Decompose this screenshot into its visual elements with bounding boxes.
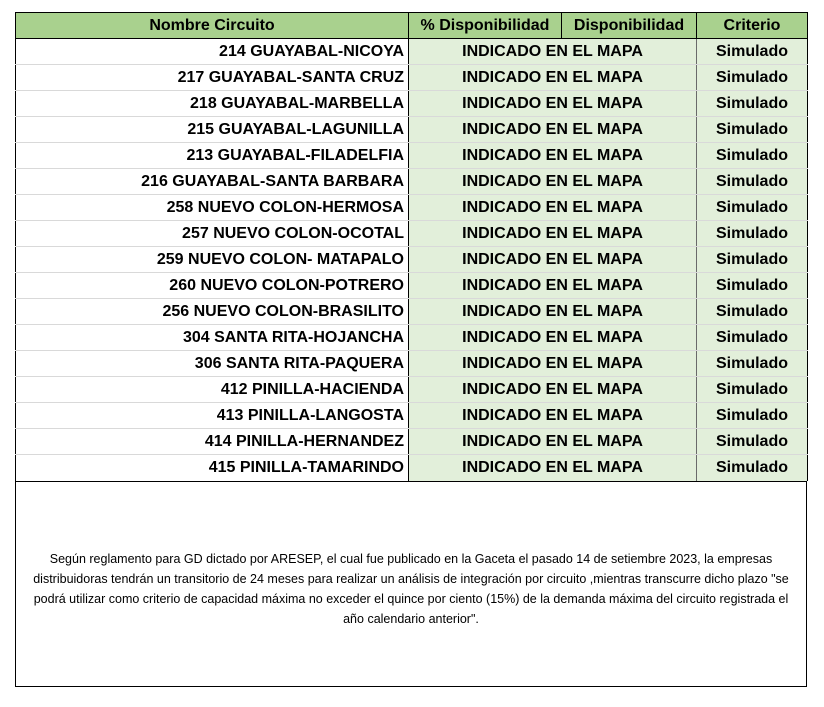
circuit-name-cell: 413 PINILLA-LANGOSTA bbox=[16, 403, 409, 429]
criterion-cell: Simulado bbox=[697, 195, 808, 221]
table-row bbox=[16, 455, 808, 481]
circuit-name-cell: 217 GUAYABAL-SANTA CRUZ bbox=[16, 65, 409, 91]
circuit-name-cell: 216 GUAYABAL-SANTA BARBARA bbox=[16, 169, 409, 195]
availability-cell: INDICADO EN EL MAPA bbox=[409, 169, 697, 195]
availability-cell: INDICADO EN EL MAPA bbox=[409, 221, 697, 247]
availability-cell: INDICADO EN EL MAPA bbox=[409, 455, 697, 481]
circuit-name-cell: 415 PINILLA-TAMARINDO bbox=[16, 455, 409, 481]
regulation-note-box bbox=[15, 481, 807, 687]
table-row bbox=[16, 221, 808, 247]
circuit-name-cell: 258 NUEVO COLON-HERMOSA bbox=[16, 195, 409, 221]
circuit-name-cell: 215 GUAYABAL-LAGUNILLA bbox=[16, 117, 409, 143]
table-row bbox=[16, 325, 808, 351]
availability-cell: INDICADO EN EL MAPA bbox=[409, 299, 697, 325]
availability-cell: INDICADO EN EL MAPA bbox=[409, 403, 697, 429]
criterion-cell: Simulado bbox=[697, 221, 808, 247]
criterion-cell: Simulado bbox=[697, 455, 808, 481]
table-row bbox=[16, 65, 808, 91]
availability-cell: INDICADO EN EL MAPA bbox=[409, 143, 697, 169]
criterion-cell: Simulado bbox=[697, 299, 808, 325]
criterion-cell: Simulado bbox=[697, 377, 808, 403]
availability-cell: INDICADO EN EL MAPA bbox=[409, 91, 697, 117]
criterion-cell: Simulado bbox=[697, 325, 808, 351]
circuit-name-cell: 306 SANTA RITA-PAQUERA bbox=[16, 351, 409, 377]
table-header-row bbox=[16, 13, 808, 39]
circuit-name-cell: 218 GUAYABAL-MARBELLA bbox=[16, 91, 409, 117]
circuit-name-cell: 414 PINILLA-HERNANDEZ bbox=[16, 429, 409, 455]
circuit-name-cell: 304 SANTA RITA-HOJANCHA bbox=[16, 325, 409, 351]
availability-cell: INDICADO EN EL MAPA bbox=[409, 429, 697, 455]
circuit-name-cell: 257 NUEVO COLON-OCOTAL bbox=[16, 221, 409, 247]
table-row bbox=[16, 39, 808, 65]
circuit-name-cell: 412 PINILLA-HACIENDA bbox=[16, 377, 409, 403]
availability-cell: INDICADO EN EL MAPA bbox=[409, 117, 697, 143]
table-row bbox=[16, 299, 808, 325]
availability-cell: INDICADO EN EL MAPA bbox=[409, 325, 697, 351]
header-circuit-name: Nombre Circuito bbox=[16, 13, 409, 39]
table-row bbox=[16, 117, 808, 143]
criterion-cell: Simulado bbox=[697, 351, 808, 377]
header-criterion: Criterio bbox=[697, 13, 808, 39]
criterion-cell: Simulado bbox=[697, 117, 808, 143]
criterion-cell: Simulado bbox=[697, 65, 808, 91]
table-body bbox=[16, 39, 808, 481]
availability-cell: INDICADO EN EL MAPA bbox=[409, 195, 697, 221]
table-row bbox=[16, 169, 808, 195]
availability-cell: INDICADO EN EL MAPA bbox=[409, 377, 697, 403]
table-row bbox=[16, 351, 808, 377]
circuit-name-cell: 214 GUAYABAL-NICOYA bbox=[16, 39, 409, 65]
circuit-name-cell: 260 NUEVO COLON-POTRERO bbox=[16, 273, 409, 299]
criterion-cell: Simulado bbox=[697, 429, 808, 455]
criterion-cell: Simulado bbox=[697, 403, 808, 429]
table-row bbox=[16, 377, 808, 403]
regulation-note-text: Según reglamento para GD dictado por ARESEP, el cual fue publicado en la Gaceta el pasado 14 de setiembre 2023, la empresas distribuidoras tendrán un transitorio de 24 meses para realizar un análisis de integración por circuito ,mientras transcurre dicho plazo "se podrá utilizar como criterio de capacidad máxima no exceder el quince por ciento (15%) de la demanda máxima del circuito registrada el año calendario anterior". bbox=[33, 552, 789, 626]
table-row bbox=[16, 143, 808, 169]
criterion-cell: Simulado bbox=[697, 273, 808, 299]
criterion-cell: Simulado bbox=[697, 169, 808, 195]
circuit-name-cell: 259 NUEVO COLON- MATAPALO bbox=[16, 247, 409, 273]
header-availability: Disponibilidad bbox=[562, 13, 697, 39]
circuit-table bbox=[15, 12, 808, 481]
circuit-sheet bbox=[15, 12, 807, 481]
availability-cell: INDICADO EN EL MAPA bbox=[409, 351, 697, 377]
header-pct-availability: % Disponibilidad bbox=[409, 13, 562, 39]
table-row bbox=[16, 195, 808, 221]
table-row bbox=[16, 91, 808, 117]
circuit-name-cell: 256 NUEVO COLON-BRASILITO bbox=[16, 299, 409, 325]
table-row bbox=[16, 429, 808, 455]
table-row bbox=[16, 247, 808, 273]
table-row bbox=[16, 403, 808, 429]
availability-cell: INDICADO EN EL MAPA bbox=[409, 273, 697, 299]
criterion-cell: Simulado bbox=[697, 91, 808, 117]
availability-cell: INDICADO EN EL MAPA bbox=[409, 65, 697, 91]
circuit-name-cell: 213 GUAYABAL-FILADELFIA bbox=[16, 143, 409, 169]
availability-cell: INDICADO EN EL MAPA bbox=[409, 247, 697, 273]
table-row bbox=[16, 273, 808, 299]
availability-cell: INDICADO EN EL MAPA bbox=[409, 39, 697, 65]
criterion-cell: Simulado bbox=[697, 247, 808, 273]
criterion-cell: Simulado bbox=[697, 39, 808, 65]
criterion-cell: Simulado bbox=[697, 143, 808, 169]
